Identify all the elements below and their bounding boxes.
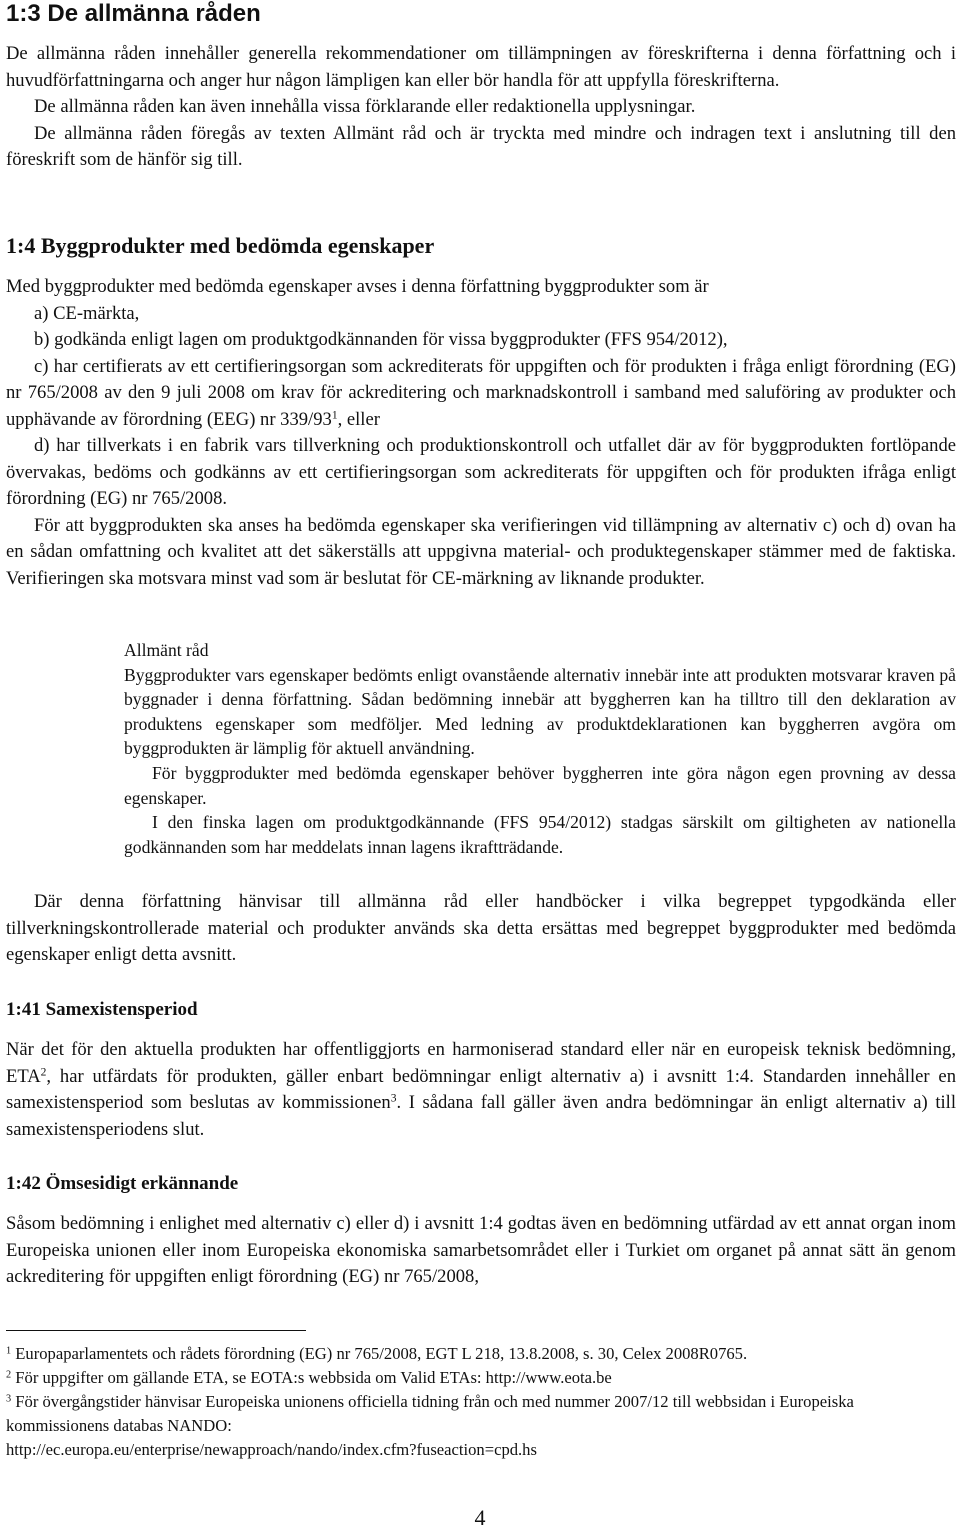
general-advice-paragraph-3: I den finska lagen om produktgodkännande (FFS 954/2012) stadgas särskilt om giltigheten av nationella godkännanden som har meddelats innan lagens ikraftträdande.: [124, 812, 956, 857]
list-item-a: a) CE-märkta,: [34, 302, 140, 324]
footnote-ref-2: 2: [40, 1066, 47, 1079]
footnote-1: [6, 1342, 956, 1366]
list-item-b: b) godkända enligt lagen om produktgodkännanden för vissa byggprodukter (FFS 954/2012),: [34, 329, 728, 350]
section-1-41-text-2: , har utfärdats för produkten, gäller enbart bedömningar enligt alternativ a) i avsnitt 1:4. Standarden innehåller en samexistensperiod som beslutas av kommissionen: [6, 1065, 956, 1113]
section-1-3-paragraph-2: De allmänna råden kan även innehålla vissa förklarande eller redaktionella upplysningar.: [34, 96, 696, 117]
footnote-1-text: Europaparlamentets och rådets förordning (EG) nr 765/2008, EGT L 218, 13.8.2008, s. 30, Celex 2008R0765.: [11, 1344, 748, 1363]
section-1-3-paragraph-1: De allmänna råden innehåller generella rekommendationer om tillämpningen av föreskrifterna i denna författning och i huvudförfattningarna och anger hur någon lämpligen kan eller bör handla för att uppfylla föreskrifterna.: [6, 43, 956, 91]
verification-paragraph: För att byggprodukten ska anses ha bedömda egenskaper ska verifieringen vid tillämpning av alternativ c) och d) ovan ha en sådan omfattning och kvalitet att det säkerställs att uppgivna material- och produktegenskaper stämmer med de faktiska. Verifieringen ska motsvara minst vad som är beslutat för CE-märkning av liknande produkter.: [6, 514, 956, 589]
list-item-c-text: c) har certifierats av ett certifieringsorgan som ackrediterats för uppgiften och för produkten i fråga enligt förordning (EG) nr 765/2008 av den 9 juli 2008 om krav för ackreditering och marknadskontroll i samband med saluföring av produkter och upphävande av förordning (EEG) nr 339/93: [6, 355, 956, 430]
section-1-42-paragraph: Såsom bedömning i enlighet med alternativ c) eller d) i avsnitt 1:4 godtas även en bedömning utfärdad av ett annat organ inom Europeiska unionen eller inom Europeiska ekonomiska samarbetsområdet eller i Turkiet om organet på annat sätt än genom ackreditering för uppgiften enligt förordning (EG) nr 765/2008,: [6, 1213, 956, 1287]
section-1-3-body: [6, 41, 956, 174]
footnote-2: [6, 1366, 956, 1390]
general-advice-box: [124, 638, 956, 859]
footnote-3-text: För övergångstider hänvisar Europeiska unionens officiella tidning från och med nummer 2007/12 till webbsidan i Europeiska kommissionens databas NANDO:: [6, 1392, 854, 1435]
footnote-1-number: 1: [6, 1345, 12, 1357]
general-advice-label: Allmänt råd: [124, 640, 209, 660]
general-advice-paragraph-2: För byggprodukter med bedömda egenskaper behöver byggherren inte göra någon egen provning av dessa egenskaper.: [124, 762, 956, 808]
section-1-3-heading: 1:3 De allmänna råden: [6, 0, 261, 27]
section-1-41-text-1: När det för den aktuella produkten har offentliggjorts en harmoniserad standard eller när en europeisk teknisk bedömning, ETA: [6, 1039, 956, 1087]
list-item-d: d) har tillverkats i en fabrik vars tillverkning och produktionskontroll och utfallet där av för byggprodukten fortlöpande övervakas, bedöms och godkänns av ett certifieringsorgan som ackrediterats för uppgiften och för produkten ifråga enligt förordning (EG) nr 765/2008.: [6, 435, 956, 509]
general-advice-paragraph-1: Byggprodukter vars egenskaper bedömts enligt ovanstående alternativ innebär inte att produkten motsvarar kraven på byggnader i denna författning. Sådan bedömning innebär att byggherren kan ha tilltro till den deklaration av produktens egenskaper som medföljer. Med ledning av produktdeklarationen kan byggherren avgöra om byggprodukten är lämplig för aktuell användning.: [124, 664, 956, 759]
section-1-42-body: [6, 1211, 956, 1291]
section-1-4-heading: 1:4 Byggprodukter med bedömda egenskaper: [6, 233, 435, 258]
section-1-41-heading: 1:41 Samexistensperiod: [6, 999, 198, 1020]
footnote-3-url[interactable]: http://ec.europa.eu/enterprise/newapproach/nando/index.cfm?fuseaction=cpd.hs: [6, 1440, 537, 1459]
footnote-3-number: 3: [6, 1393, 12, 1405]
footnote-2-text: För uppgifter om gällande ETA, se EOTA:s webbsida om Valid ETAs: http://www.eota.be: [11, 1368, 612, 1387]
replacement-paragraph: Där denna författning hänvisar till allmänna råd eller handböcker i vilka begreppet typgodkända eller tillverkningskontrollerade material och produkter används ska detta ersättas med begreppet byggprodukter med bedömda egenskaper enligt detta avsnitt.: [6, 891, 956, 965]
section-1-42-heading: 1:42 Ömsesidigt erkännande: [6, 1173, 239, 1194]
section-1-41-body: [6, 1037, 956, 1143]
footnote-3: [6, 1390, 956, 1438]
footnote-2-number: 2: [6, 1369, 12, 1381]
footnote-separator: [6, 1330, 306, 1331]
footnote-ref-3: 3: [390, 1092, 397, 1105]
list-item-c: [6, 354, 956, 434]
section-1-41-paragraph: [6, 1037, 956, 1143]
footnotes: [6, 1342, 956, 1462]
page-number: 4: [474, 1505, 486, 1530]
section-1-41-text-3: . I sådana fall gäller även andra bedömningar än enligt alternativ a) till samexistensperiodens slut.: [6, 1092, 956, 1140]
footnote-ref-1: 1: [331, 409, 338, 422]
replacement-paragraph-block: [6, 889, 956, 969]
list-item-c-tail: , eller: [337, 408, 380, 430]
section-1-4-body: [6, 274, 956, 592]
section-1-3-paragraph-3: De allmänna råden föregås av texten Allmänt råd och är tryckta med mindre och indragen text i anslutning till den föreskrift som de hänför sig till.: [6, 122, 956, 170]
section-1-4-intro: Med byggprodukter med bedömda egenskaper avses i denna författning byggprodukter som är: [6, 276, 709, 297]
